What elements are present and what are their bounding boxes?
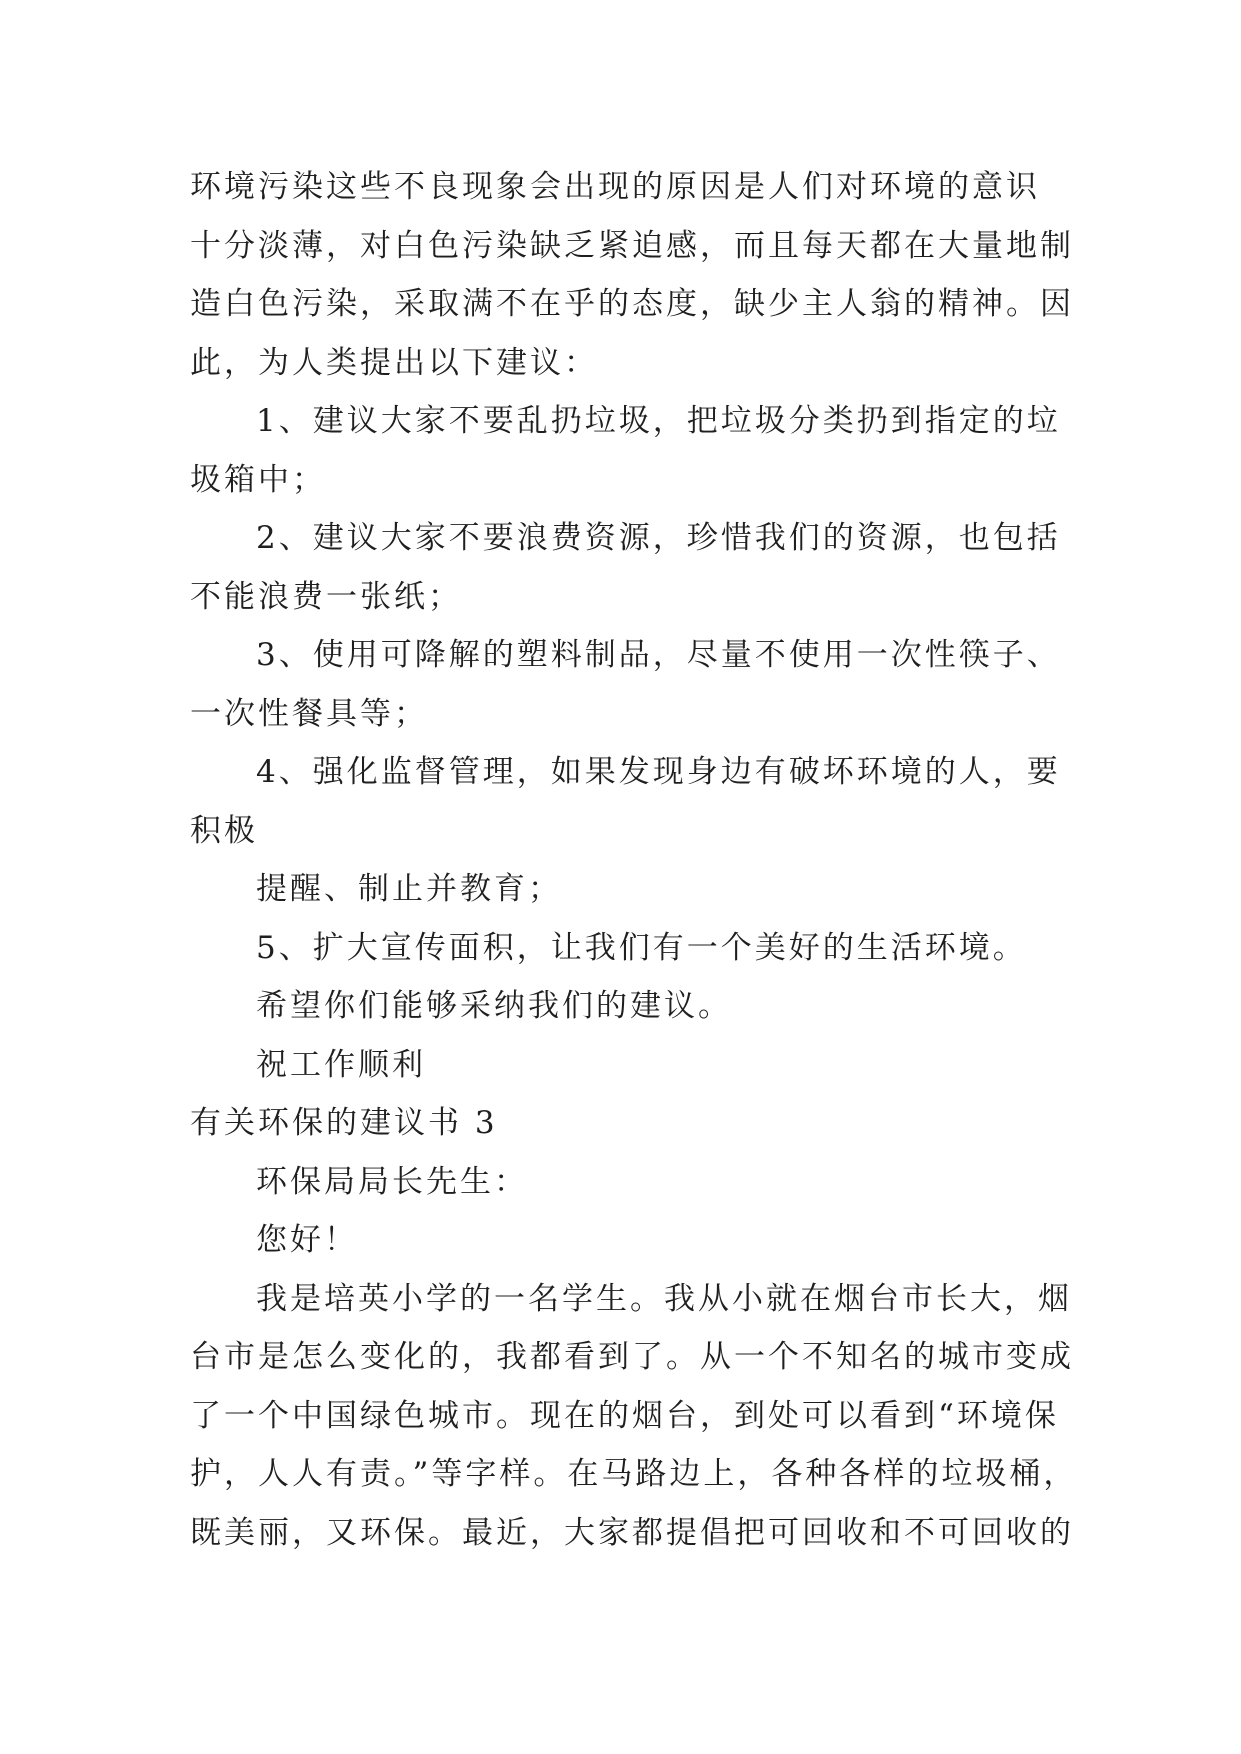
document-page: [190, 158, 1078, 1562]
text-line: 祝工作顺利: [256, 1046, 426, 1083]
text-line: 4、强化监督管理，如果发现身边有破坏环境的人，要: [256, 754, 1061, 790]
text-line: 十分淡薄，对白色污染缺乏紧迫感，而且每天都在大量地制: [190, 227, 1074, 264]
section-heading: 有关环保的建议书 3: [190, 1105, 498, 1141]
text-line: 此，为人类提出以下建议：: [190, 344, 598, 381]
text-line: 3、使用可降解的塑料制品，尽量不使用一次性筷子、: [256, 637, 1061, 673]
text-line: 台市是怎么变化的，我都看到了。从一个不知名的城市变成: [190, 1339, 1074, 1375]
text-line: 环境污染这些不良现象会出现的原因是人们对环境的意识: [190, 169, 1040, 205]
text-line: 提醒、制止并教育；: [256, 871, 562, 907]
text-line: 环保局局长先生：: [256, 1163, 528, 1200]
text-line: 2、建议大家不要浪费资源，珍惜我们的资源，也包括: [256, 520, 1061, 556]
text-line: 希望你们能够采纳我们的建议。: [256, 988, 732, 1024]
text-line: 不能浪费一张纸；: [190, 578, 462, 615]
text-line: 了一个中国绿色城市。现在的烟台，到处可以看到“环境保: [190, 1397, 1059, 1434]
text-line: 我是培英小学的一名学生。我从小就在烟台市长大，烟: [256, 1280, 1072, 1317]
text-line: 一次性餐具等；: [190, 695, 428, 732]
text-line: 造白色污染，采取满不在乎的态度，缺少主人翁的精神。因: [190, 286, 1074, 322]
text-line: 既美丽，又环保。最近，大家都提倡把可回收和不可回收的: [190, 1514, 1074, 1551]
text-line: 5、扩大宣传面积，让我们有一个美好的生活环境。: [256, 929, 1027, 966]
text-line: 您好！: [256, 1222, 358, 1258]
text-line: 圾箱中；: [190, 461, 326, 498]
text-line: 积极: [190, 812, 258, 849]
text-line: 1、建议大家不要乱扔垃圾，把垃圾分类扔到指定的垃: [256, 403, 1061, 439]
text-line: 护，人人有责。”等字样。在马路边上，各种各样的垃圾桶，: [190, 1456, 1078, 1492]
